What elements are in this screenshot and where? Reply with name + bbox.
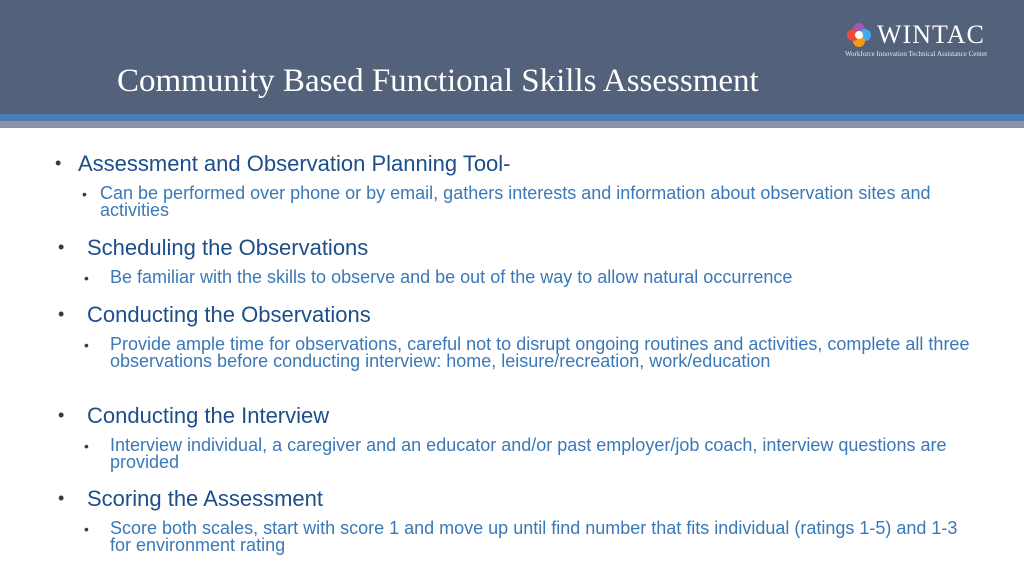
item-detail: Interview individual, a caregiver and an educator and/or past employer/job coach, interview questions are provided	[110, 435, 947, 472]
item-heading: Scoring the Assessment	[87, 486, 324, 511]
logo-tagline: Workforce Innovation Technical Assistance Center	[845, 50, 988, 58]
wintac-logo	[844, 20, 1016, 62]
bullet-icon: •	[58, 237, 65, 257]
header-divider-gray	[0, 121, 1024, 128]
item-heading: Conducting the Observations	[87, 302, 371, 327]
item-heading: Conducting the Interview	[87, 403, 330, 428]
bullet-icon: •	[58, 488, 65, 508]
item-detail: Can be performed over phone or by email, gathers interests and information about observation sites and activities	[100, 183, 931, 220]
sub-bullet-icon: •	[84, 337, 89, 353]
bullet-icon: •	[58, 304, 65, 324]
logo-name: WINTAC	[877, 20, 985, 49]
sub-bullet-icon: •	[84, 438, 89, 454]
header-divider-blue	[0, 114, 1024, 121]
slide-header	[0, 0, 1024, 114]
item-heading: Assessment and Observation Planning Tool-	[78, 151, 511, 176]
item-detail: Be familiar with the skills to observe and be out of the way to allow natural occurrence	[110, 267, 793, 287]
sub-bullet-icon: •	[82, 186, 87, 202]
item-detail: Score both scales, start with score 1 and move up until find number that fits individual (ratings 1-5) and 1-3 for environment rating	[110, 518, 958, 555]
bullet-icon: •	[58, 405, 65, 425]
slide-title: Community Based Functional Skills Assessment	[117, 63, 759, 99]
sub-bullet-icon: •	[84, 270, 89, 286]
item-detail: Provide ample time for observations, careful not to disrupt ongoing routines and activities, complete all three observations before conducting interview: home, leisure/recreation, work/education	[110, 334, 970, 371]
bullet-icon: •	[55, 153, 62, 173]
flower-logo-icon	[844, 20, 874, 50]
sub-bullet-icon: •	[84, 521, 89, 537]
item-heading: Scheduling the Observations	[87, 235, 369, 260]
